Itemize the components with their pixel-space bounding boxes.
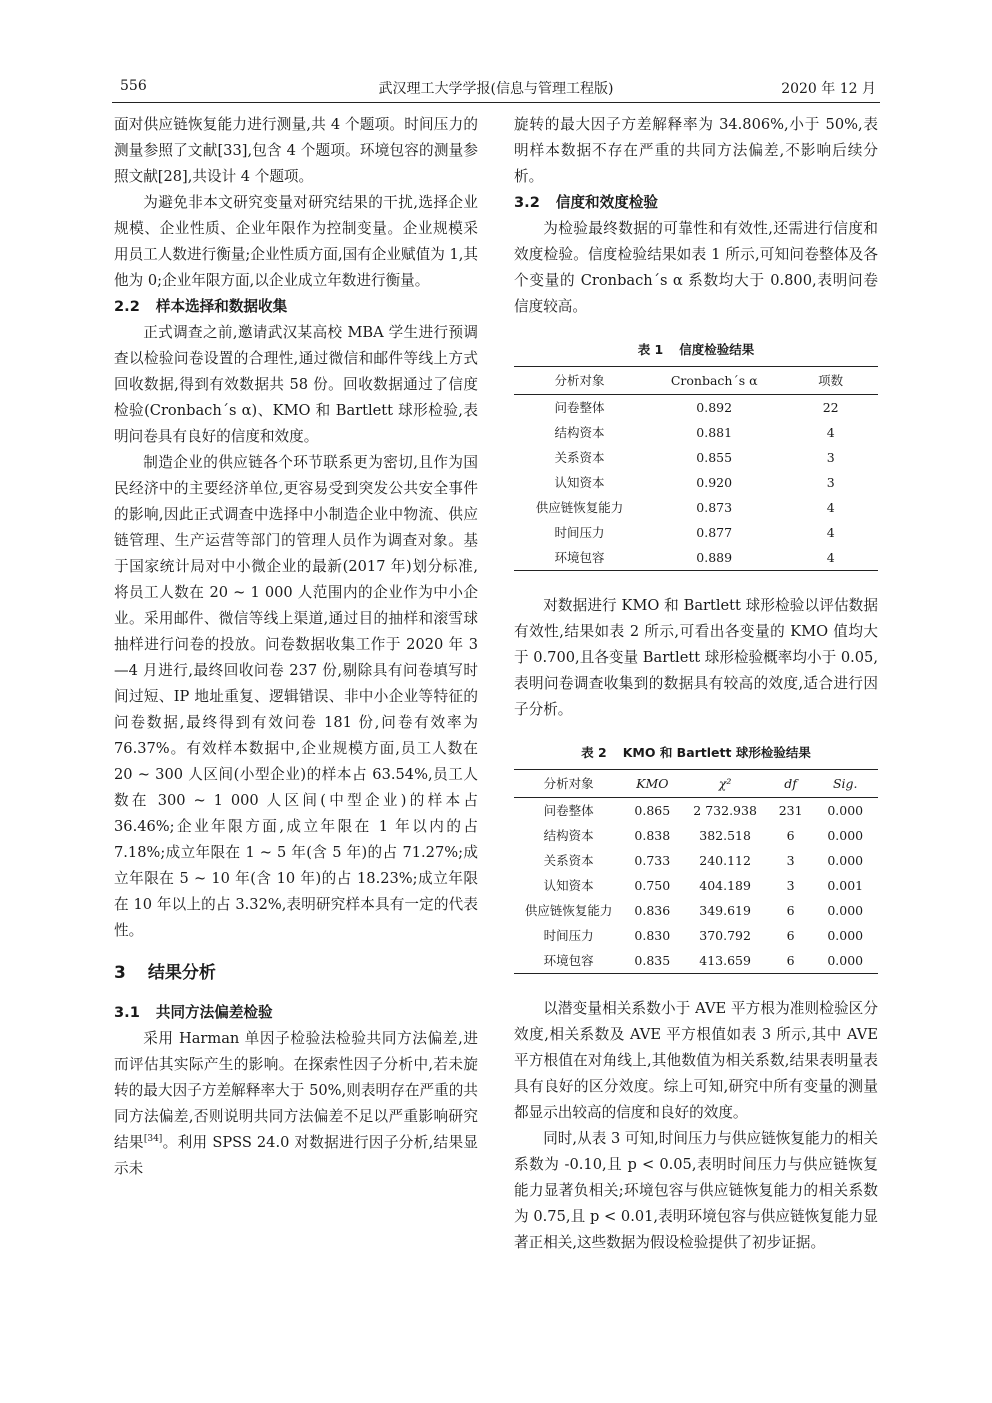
paragraph: 对数据进行 KMO 和 Bartlett 球形检验以评估数据有效性,结果如表 2 所示,可看出各变量的 KMO 值均大于 0.700,且各变量 Bartlett 球形检验概率均小于 0.05,表明问卷调查收集到的数据具有较高的效度,适合进行因子分析。	[514, 597, 878, 718]
table-cell: 0.835	[623, 948, 681, 974]
paragraph: 以潜变量相关系数小于 AVE 平方根为准则检验区分效度,相关系数及 AVE 平方根值如表 3 所示,其中 AVE 平方根值在对角线上,其他数值为相关系数,结果表明量表具有良好的区分效度。综上可知,研究中所有变量的测量都显示出较高的信度和良好的效度。	[514, 1000, 878, 1121]
table-cell: 6	[786, 828, 795, 843]
reliability-table	[514, 366, 878, 571]
left-column	[114, 112, 478, 1182]
column-header: Cronbach´s α	[645, 367, 783, 395]
column-header: 分析对象	[514, 770, 623, 798]
table-cell: 0.000	[827, 828, 864, 843]
table-cell: 4	[826, 500, 835, 515]
table-cell: 认知资本	[543, 878, 594, 893]
table-cell: 0.001	[827, 878, 864, 893]
paragraph	[114, 1026, 478, 1182]
running-header	[112, 72, 880, 103]
paragraph: 制造企业的供应链各个环节联系更为密切,且作为国民经济中的主要经济单位,更容易受到突发公共安全事件的影响,因此正式调查中选择中小制造企业中物流、供应链管理、生产运营等部门的管理人员作为调查对象。基于国家统计局对中小微企业的最新(2017 年)划分标准,将员工人数在 20 ~ 1 000 人范围内的企业作为中小企业。采用邮件、微信等线上渠道,通过目的抽样和滚雪球抽样进行问卷的投放。问卷数据收集工作于 2020 年 3—4 月进行,最终回收问卷 237 份,剔除具有问卷填写时间过短、IP 地址重复、逻辑错误、非中小企业等特征的问卷数据,最终得到有效问卷 181 份,问卷有效率为 76.37%。有效样本数据中,企业规模方面,员工人数在 20 ~ 300 人区间(小型企业)的样本占 63.54%,员工人数在 300 ~ 1 000 人区间(中型企业)的样本占 36.46%;企业年限方面,成立年限在 1 年以内的占 7.18%;成立年限在 1 ~ 5 年(含 5 年)的占 71.27%;成立年限在 5 ~ 10 年(含 10 年)的占 18.23%;成立年限在 10 年以上的占 3.32%,表明研究样本具有一定的代表性。	[114, 454, 478, 939]
table-row	[514, 545, 878, 571]
table-cell: 0.000	[812, 948, 878, 974]
table-row	[514, 470, 878, 495]
table-cell: 240.112	[699, 853, 751, 868]
section-heading-3-1	[114, 1000, 478, 1026]
table-row	[514, 495, 878, 520]
paragraph: 面对供应链恢复能力进行测量,共 4 个题项。时间压力的测量参照了文献[33],包含 4 个题项。环境包容的测量参照文献[28],共设计 4 个题项。	[114, 116, 478, 185]
section-number: 2.2	[114, 298, 140, 315]
table-cell: 3	[786, 878, 795, 893]
table-cell: 382.518	[699, 828, 751, 843]
table-cell: 0.892	[696, 400, 733, 415]
table-row	[514, 395, 878, 421]
section-title: 信度和效度检验	[555, 194, 659, 211]
table-cell: 环境包容	[514, 545, 645, 571]
table-cell: 6	[769, 948, 813, 974]
table-cell: 时间压力	[543, 928, 594, 943]
table-cell: 0.881	[696, 425, 733, 440]
column-header: χ²	[681, 770, 768, 798]
table-row	[514, 848, 878, 873]
table-cell: 0.733	[634, 853, 671, 868]
table-cell: 4	[826, 525, 835, 540]
table-cell: 结构资本	[543, 828, 594, 843]
table-cell: 供应链恢复能力	[535, 500, 624, 515]
page-number: 556	[120, 78, 147, 94]
table-row	[514, 798, 878, 824]
table-cell: 0.877	[696, 525, 733, 540]
table-cell: 0.000	[827, 853, 864, 868]
paragraph-text: 。利用 SPSS 24.0 对数据进行因子分析,结果显示未	[114, 1134, 478, 1177]
table-row	[514, 923, 878, 948]
section-title: 样本选择和数据收集	[155, 298, 288, 315]
table-cell: 3	[826, 475, 835, 490]
table-cell: 231	[778, 803, 803, 818]
table2-caption	[514, 743, 878, 763]
table-cell: 0.750	[634, 878, 671, 893]
column-header: KMO	[623, 770, 681, 798]
section-number: 3.2	[514, 194, 540, 211]
table1-caption	[514, 340, 878, 360]
table-cell: 0.836	[634, 903, 671, 918]
table-cell: 关系资本	[554, 450, 605, 465]
table-cell: 22	[822, 400, 839, 415]
column-header: df	[769, 770, 813, 798]
table-row	[514, 873, 878, 898]
table-cell: 0.000	[827, 928, 864, 943]
column-header: 项数	[783, 367, 878, 395]
table-row	[514, 948, 878, 974]
paragraph-text: 采用 Harman 单因子检验法检验共同方法偏差,进而评估其实际产生的影响。在探索性因子分析中,若未旋转的最大因子方差解释率大于 50%,则表明存在严重的共同方法偏差,否则说明共同方法偏差不足以严重影响研究结果	[114, 1030, 478, 1151]
table-header-row	[514, 367, 878, 395]
table-cell: 0.865	[634, 803, 671, 818]
table-row	[514, 520, 878, 545]
paragraph: 同时,从表 3 可知,时间压力与供应链恢复能力的相关系数为 -0.10,且 p < 0.05,表明时间压力与供应链恢复能力显著负相关;环境包容与供应链恢复能力的相关系数为 0.75,且 p < 0.01,表明环境包容与供应链恢复能力显著正相关,这些数据为假设检验提供了初步证据。	[514, 1130, 878, 1251]
table-cell: 结构资本	[554, 425, 605, 440]
paragraph: 正式调查之前,邀请武汉某高校 MBA 学生进行预调查以检验问卷设置的合理性,通过微信和邮件等线上方式回收数据,得到有效数据共 58 份。回收数据通过了信度检验(Cronbach´s α)、KMO 和 Bartlett 球形检验,表明问卷具有良好的信度和效度。	[114, 324, 478, 445]
table-cell: 6	[786, 928, 795, 943]
table-cell: 0.920	[696, 475, 733, 490]
table-title: KMO 和 Bartlett 球形检验结果	[622, 745, 811, 760]
table-label: 表 2	[581, 745, 607, 760]
table-row	[514, 823, 878, 848]
table-row	[514, 445, 878, 470]
table-cell: 0.000	[827, 803, 864, 818]
table-label: 表 1	[637, 342, 664, 357]
chapter-heading-3	[114, 958, 478, 988]
chapter-title: 结果分析	[147, 963, 216, 983]
table-cell: 认知资本	[554, 475, 605, 490]
table-row	[514, 898, 878, 923]
table-cell: 0.830	[634, 928, 671, 943]
table-cell: 4	[783, 545, 878, 571]
table-cell: 供应链恢复能力	[524, 903, 613, 918]
table-cell: 4	[826, 425, 835, 440]
table-cell: 2 732.938	[693, 803, 757, 818]
table-cell: 环境包容	[514, 948, 623, 974]
table-cell: 6	[786, 903, 795, 918]
table-cell: 370.792	[699, 928, 751, 943]
journal-title: 武汉理工大学学报(信息与管理工程版)	[378, 81, 614, 97]
section-number: 3.1	[114, 1004, 140, 1021]
table-cell: 404.189	[699, 878, 751, 893]
section-heading-2-2	[114, 294, 478, 320]
table-cell: 0.855	[696, 450, 733, 465]
table-cell: 关系资本	[543, 853, 594, 868]
table-cell: 3	[826, 450, 835, 465]
table-cell: 时间压力	[554, 525, 605, 540]
citation-ref: [34]	[143, 1134, 163, 1145]
table-cell: 0.873	[696, 500, 733, 515]
paragraph: 为检验最终数据的可靠性和有效性,还需进行信度和效度检验。信度检验结果如表 1 所示,可知问卷整体及各个变量的 Cronbach´s α 系数均大于 0.800,表明问卷信度较高。	[514, 220, 878, 315]
table-cell: 349.619	[699, 903, 751, 918]
table-cell: 413.659	[681, 948, 768, 974]
table-cell: 0.889	[645, 545, 783, 571]
right-column	[514, 112, 878, 1256]
column-header: Sig.	[812, 770, 878, 798]
paragraph: 旋转的最大因子方差解释率为 34.806%,小于 50%,表明样本数据不存在严重的共同方法偏差,不影响后续分析。	[514, 116, 878, 185]
table-cell: 3	[786, 853, 795, 868]
issue-date: 2020 年 12 月	[781, 81, 876, 97]
table-cell: 0.838	[634, 828, 671, 843]
table-cell: 问卷整体	[554, 400, 605, 415]
chapter-number: 3	[114, 963, 126, 983]
table-cell: 0.000	[827, 903, 864, 918]
table-header-row	[514, 770, 878, 798]
section-title: 共同方法偏差检验	[155, 1004, 273, 1021]
kmo-bartlett-table	[514, 769, 878, 974]
table-title: 信度检验结果	[679, 342, 755, 357]
table-cell: 问卷整体	[543, 803, 594, 818]
column-header: 分析对象	[514, 367, 645, 395]
paragraph: 为避免非本文研究变量对研究结果的干扰,选择企业规模、企业性质、企业年限作为控制变量。企业规模采用员工人数进行衡量;企业性质方面,国有企业赋值为 1,其他为 0;企业年限方面,以企业成立年数进行衡量。	[114, 194, 478, 289]
table-row	[514, 420, 878, 445]
section-heading-3-2	[514, 190, 878, 216]
